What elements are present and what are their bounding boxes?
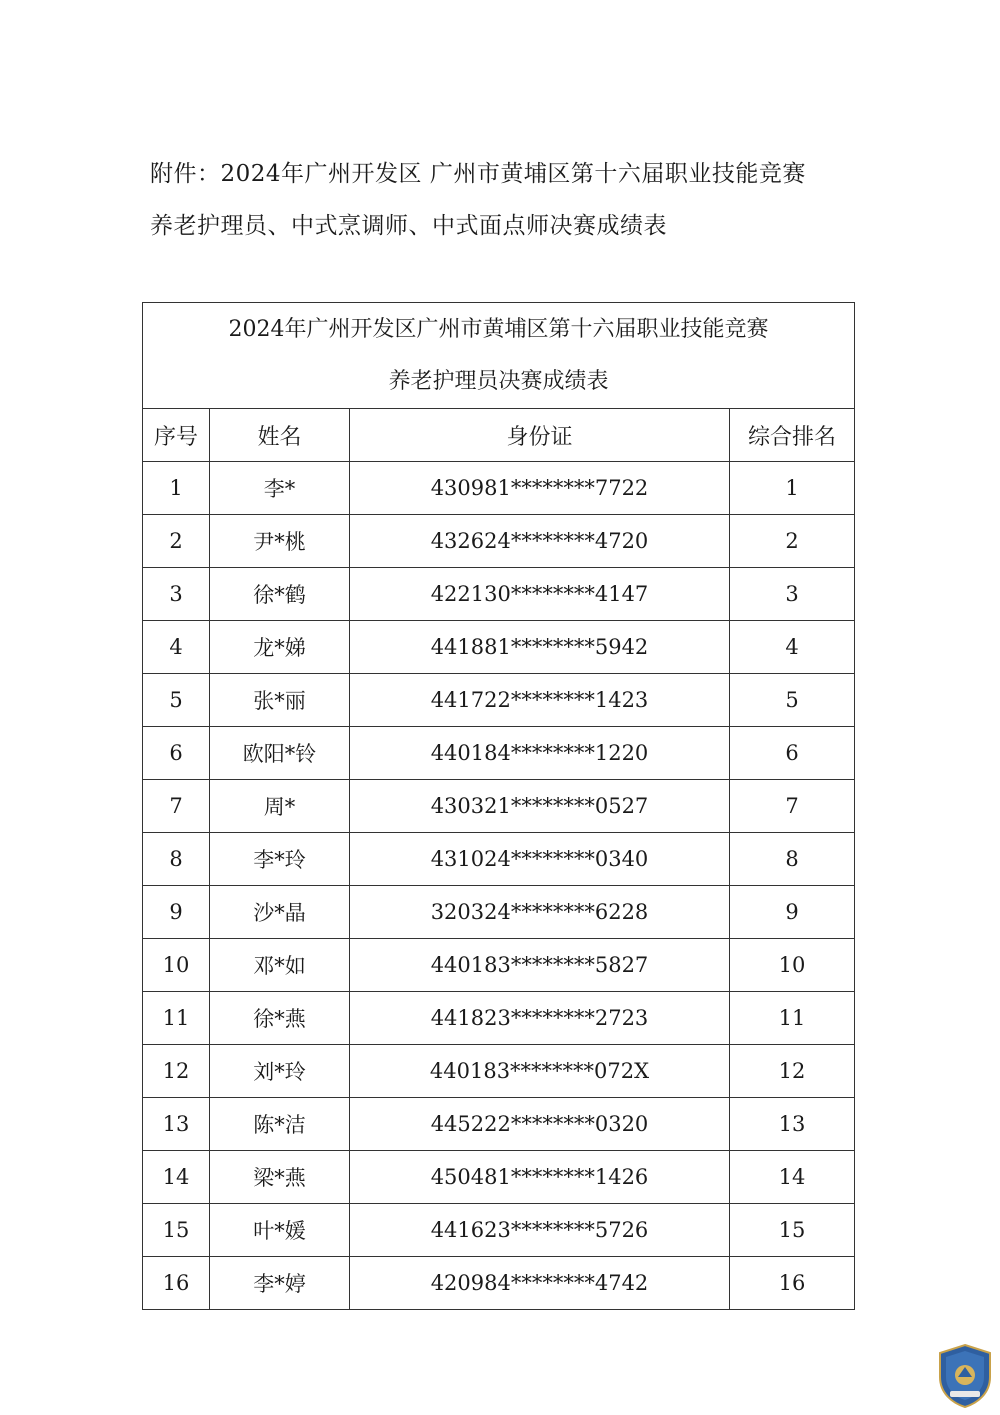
table-row (143, 886, 855, 939)
table-body (143, 462, 855, 1310)
table-row (143, 1045, 855, 1098)
cell-name: 李*婷 (210, 1257, 350, 1310)
table-header-row (143, 409, 855, 462)
cell-index: 10 (143, 939, 210, 992)
cell-overall-rank: 5 (730, 674, 855, 727)
cell-id-number: 441623********5726 (350, 1204, 730, 1257)
header-overall-rank: 综合排名 (730, 409, 855, 462)
cell-overall-rank: 13 (730, 1098, 855, 1151)
cell-name: 李*玲 (210, 833, 350, 886)
cell-name: 周* (210, 780, 350, 833)
cell-id-number: 440183********5827 (350, 939, 730, 992)
cell-overall-rank: 10 (730, 939, 855, 992)
cell-id-number: 441881********5942 (350, 621, 730, 674)
cell-name: 邓*如 (210, 939, 350, 992)
cell-id-number: 432624********4720 (350, 515, 730, 568)
table-caption-row (143, 303, 855, 409)
results-table (142, 302, 855, 1310)
cell-id-number: 441722********1423 (350, 674, 730, 727)
cell-index: 11 (143, 992, 210, 1045)
cell-overall-rank: 8 (730, 833, 855, 886)
table-row (143, 727, 855, 780)
table-row (143, 939, 855, 992)
cell-name: 龙*娣 (210, 621, 350, 674)
table-row (143, 674, 855, 727)
cell-overall-rank: 7 (730, 780, 855, 833)
cell-index: 6 (143, 727, 210, 780)
cell-name: 徐*燕 (210, 992, 350, 1045)
cell-overall-rank: 12 (730, 1045, 855, 1098)
table-row (143, 568, 855, 621)
cell-id-number: 320324********6228 (350, 886, 730, 939)
cell-index: 8 (143, 833, 210, 886)
cell-index: 12 (143, 1045, 210, 1098)
cell-index: 15 (143, 1204, 210, 1257)
table-caption (143, 303, 855, 409)
cell-name: 陈*洁 (210, 1098, 350, 1151)
cell-index: 14 (143, 1151, 210, 1204)
table-row (143, 462, 855, 515)
shield-emblem-icon (936, 1343, 994, 1409)
cell-overall-rank: 6 (730, 727, 855, 780)
cell-overall-rank: 11 (730, 992, 855, 1045)
cell-overall-rank: 2 (730, 515, 855, 568)
cell-name: 尹*桃 (210, 515, 350, 568)
cell-index: 7 (143, 780, 210, 833)
header-index: 序号 (143, 409, 210, 462)
cell-id-number: 431024********0340 (350, 833, 730, 886)
cell-overall-rank: 15 (730, 1204, 855, 1257)
cell-overall-rank: 3 (730, 568, 855, 621)
header-id-number: 身份证 (350, 409, 730, 462)
table-title-line-2: 养老护理员决赛成绩表 (388, 368, 609, 394)
cell-overall-rank: 4 (730, 621, 855, 674)
cell-id-number: 445222********0320 (350, 1098, 730, 1151)
table-row (143, 1204, 855, 1257)
cell-id-number: 440184********1220 (350, 727, 730, 780)
table-row (143, 992, 855, 1045)
cell-index: 5 (143, 674, 210, 727)
cell-id-number: 441823********2723 (350, 992, 730, 1045)
attachment-heading (150, 148, 950, 252)
table-title-line-1: 2024年广州开发区广州市黄埔区第十六届职业技能竞赛 (228, 316, 769, 342)
cell-index: 13 (143, 1098, 210, 1151)
cell-index: 4 (143, 621, 210, 674)
cell-name: 沙*晶 (210, 886, 350, 939)
cell-id-number: 430321********0527 (350, 780, 730, 833)
cell-id-number: 440183********072X (350, 1045, 730, 1098)
cell-id-number: 450481********1426 (350, 1151, 730, 1204)
cell-name: 叶*媛 (210, 1204, 350, 1257)
table-row (143, 515, 855, 568)
cell-index: 1 (143, 462, 210, 515)
cell-id-number: 420984********4742 (350, 1257, 730, 1310)
table-row (143, 780, 855, 833)
cell-id-number: 430981********7722 (350, 462, 730, 515)
cell-name: 梁*燕 (210, 1151, 350, 1204)
cell-name: 刘*玲 (210, 1045, 350, 1098)
cell-name: 张*丽 (210, 674, 350, 727)
cell-overall-rank: 16 (730, 1257, 855, 1310)
cell-name: 李* (210, 462, 350, 515)
cell-overall-rank: 1 (730, 462, 855, 515)
table-row (143, 1151, 855, 1204)
cell-name: 欧阳*铃 (210, 727, 350, 780)
cell-index: 9 (143, 886, 210, 939)
cell-index: 2 (143, 515, 210, 568)
cell-overall-rank: 14 (730, 1151, 855, 1204)
header-name: 姓名 (210, 409, 350, 462)
cell-overall-rank: 9 (730, 886, 855, 939)
table-row (143, 1098, 855, 1151)
cell-name: 徐*鹤 (210, 568, 350, 621)
heading-line-1: 附件：2024年广州开发区 广州市黄埔区第十六届职业技能竞赛 (150, 161, 806, 187)
heading-line-2: 养老护理员、中式烹调师、中式面点师决赛成绩表 (150, 213, 667, 239)
table-row (143, 1257, 855, 1310)
cell-id-number: 422130********4147 (350, 568, 730, 621)
table-row (143, 833, 855, 886)
table-row (143, 621, 855, 674)
cell-index: 3 (143, 568, 210, 621)
cell-index: 16 (143, 1257, 210, 1310)
